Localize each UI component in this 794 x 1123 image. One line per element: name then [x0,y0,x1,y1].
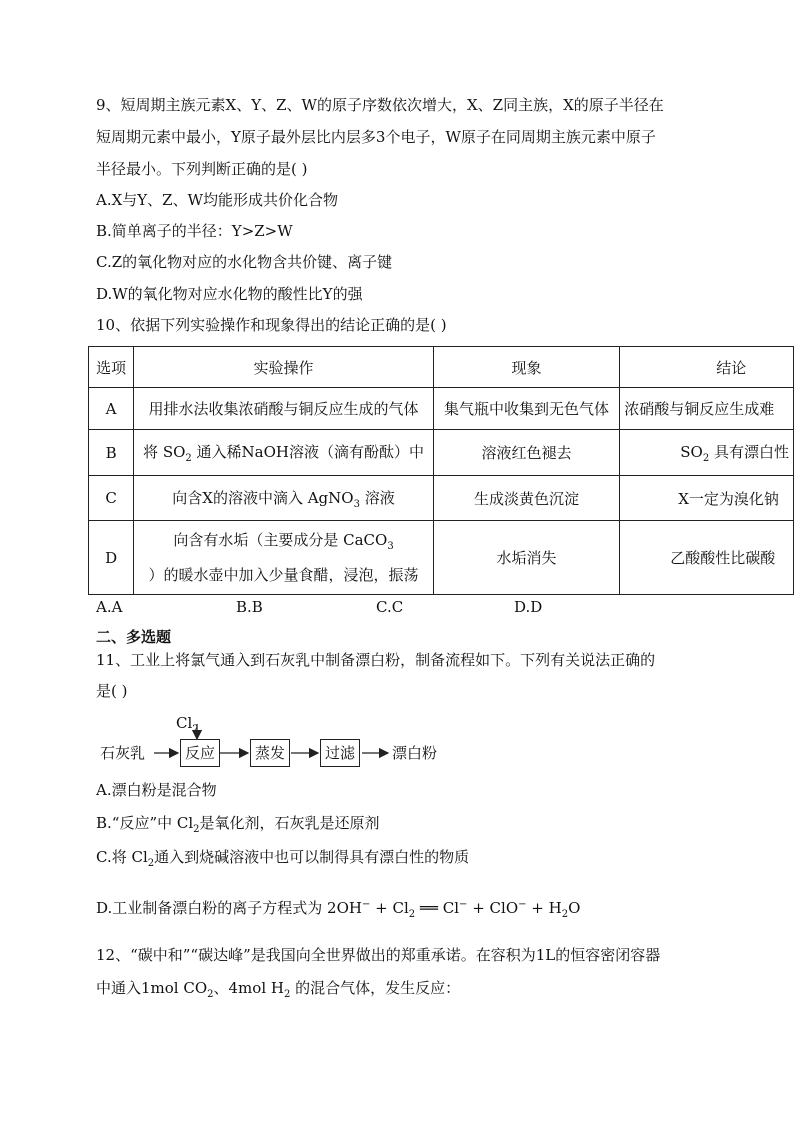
q9-option-d: D.W的氧化物对应水化物的酸性比Y的强 [96,285,363,303]
q9-option-c: C.Z的氧化物对应的水化物含共价键、离子键 [96,253,393,271]
q11-d-sub: 2 [408,909,416,920]
experiment-table [88,346,794,595]
row-c-option: C [89,476,134,521]
q9-option-b: B.简单离子的半径：Y>Z>W [96,222,293,240]
q11-option-c [96,846,469,875]
q11-d-o: O [568,899,581,917]
flow-step-evaporation: 蒸发 [250,739,290,767]
flow-step-filtration: 过滤 [320,739,360,767]
row-d-op-l2: ）的暖水壶中加入少量食醋，浸泡，振荡 [148,566,419,584]
row-d-conclusion: 乙酸酸性比碳酸 [620,521,794,595]
q12-l2-post: 的混合气体，发生反应： [290,979,461,997]
row-b-op-sub: 2 [185,453,192,464]
q11-b-sub: 2 [193,824,200,835]
q11-d-sup3: − [518,899,527,910]
q11-d-arrow: ══ [419,899,438,917]
row-c-phenomenon: 生成淡黄色沉淀 [433,476,619,521]
row-b-option: B [89,430,134,476]
q9-line2: 短周期元素中最小，Y原子最外层比内层多3个电子，W原子在同周期主族元素中原子 [96,128,656,146]
q12-l2-mid: 、4mol H [213,979,284,997]
row-a-option: A [89,388,134,430]
q11-d-eq: + Cl [375,899,409,917]
header-operation: 实验操作 [134,347,434,388]
row-b-conclusion [620,430,794,476]
section-heading: 二、多选题 [96,628,172,646]
header-option: 选项 [89,347,134,388]
q11-d-rhs3: + H [531,899,562,917]
q11-d-sup1: − [361,899,371,910]
q11-b-post: 是氧化剂，石灰乳是还原剂 [199,814,380,832]
q11-d-pre: D.工业制备漂白粉的离子方程式为 2OH [96,899,362,917]
q10-choice-a: A.A [96,598,123,616]
row-c-operation [134,476,434,521]
row-b-concl-pre: SO [680,443,703,461]
flow-step-reaction: 反应 [180,739,220,767]
q11-c-post: 通入到烧碱溶液中也可以制得具有漂白性的物质 [154,848,470,866]
table-row [89,430,794,476]
row-b-concl-sub: 2 [702,453,710,464]
row-d-phenomenon: 水垢消失 [433,521,619,595]
q12-line2 [96,977,460,1006]
q11-option-a: A.漂白粉是混合物 [96,781,217,799]
q11-d-rhs2: + ClO [472,899,519,917]
q12-line1: 12、“碳中和”“碳达峰”是我国向全世界做出的郑重承诺。在容积为1L的恒容密闭容器 [96,946,661,964]
q11-d-sub2: 2 [561,909,569,920]
q10-stem: 10、依据下列实验操作和现象得出的结论正确的是( ) [96,316,447,334]
q12-l2-sub: 2 [207,989,214,1000]
flow-cl2-text: Cl [176,714,193,732]
row-a-conclusion: 浓硝酸与铜反应生成难 [620,388,794,430]
process-flow-diagram [96,712,516,782]
q12-l2-pre: 中通入1mol CO [96,979,208,997]
q10-choices [96,596,542,618]
flow-start: 石灰乳 [100,744,146,762]
q10-choice-d: D.D [514,598,543,616]
row-b-operation [134,430,434,476]
q9-line1: 9、短周期主族元素X、Y、Z、W的原子序数依次增大，X、Z同主族，X的原子半径在 [96,96,664,114]
row-d-op-l1-sub: 3 [387,541,394,552]
flow-arrows [96,712,516,782]
q11-c-sub: 2 [147,858,155,869]
row-d-option: D [89,521,134,595]
q9-option-a: A.X与Y、Z、W均能形成共价化合物 [96,191,339,209]
q11-b-pre: B.“反应”中 Cl [96,814,194,832]
table-row [89,521,794,595]
flow-cl2-sub: 2 [192,724,199,735]
row-a-phenomenon: 集气瓶中收集到无色气体 [433,388,619,430]
row-b-op-post: 通入稀NaOH溶液（滴有酚酞）中 [191,443,424,461]
flow-end: 漂白粉 [392,744,438,762]
q9-line3: 半径最小。下列判断正确的是( ) [96,160,308,178]
q11-d-sup2: − [459,899,468,910]
row-c-conclusion: X一定为溴化钠 [620,476,794,521]
q11-d-rhs1: Cl [442,899,460,917]
q11-line1: 11、工业上将氯气通入到石灰乳中制备漂白粉，制备流程如下。下列有关说法正确的 [96,651,656,669]
q11-option-b [96,812,380,841]
table-row [89,388,794,430]
row-d-operation [134,521,434,595]
row-d-op-l1: 向含有水垢（主要成分是 CaCO [173,531,388,549]
row-b-concl-post: 具有漂白性 [709,443,789,461]
row-b-phenomenon: 溶液红色褪去 [433,430,619,476]
q10-choice-c: C.C [376,598,404,616]
row-c-op-sub: 3 [353,498,360,510]
row-b-op-pre: 将 SO [143,443,186,461]
row-c-op-pre: 向含X的溶液中滴入 AgNO [172,488,354,507]
q11-option-d [96,894,580,926]
q11-c-pre: C.将 Cl [96,848,148,866]
header-conclusion: 结论 [620,347,794,388]
q11-line2: 是( ) [96,682,128,700]
row-c-op-post: 溶液 [359,488,395,507]
q12-l2-sub2: 2 [283,989,291,1000]
table-row [89,476,794,521]
q10-choice-b: B.B [236,598,263,616]
table-header-row [89,347,794,388]
header-phenomenon: 现象 [433,347,619,388]
row-a-operation: 用排水法收集浓硝酸与铜反应生成的气体 [134,388,434,430]
